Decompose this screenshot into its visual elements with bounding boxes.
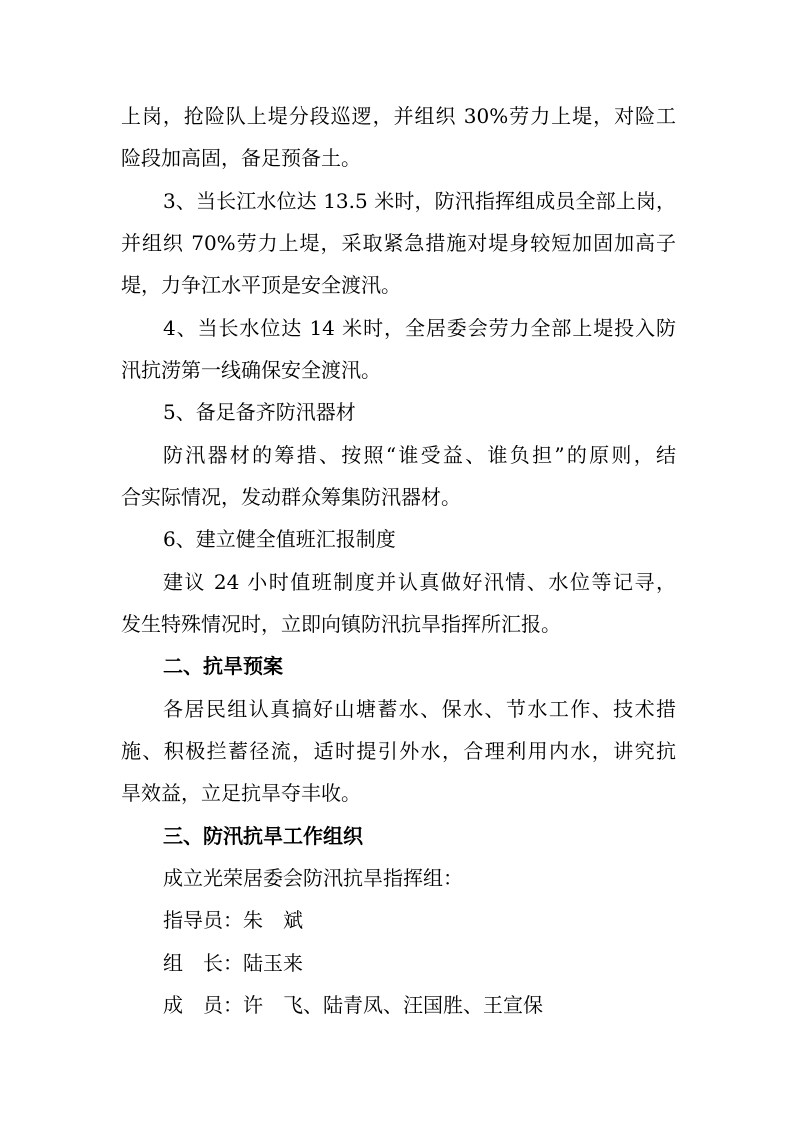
leader-line: 组 长：陆玉来 <box>163 951 303 975</box>
text-line: 合实际情况，发动群众筹集防汛器材。 <box>121 485 461 509</box>
text-line: 施、积极拦蓄径流，适时提引外水，合理利用内水，讲究抗 <box>121 739 676 763</box>
text-line: 成立光荣居委会防汛抗旱指挥组： <box>163 866 463 890</box>
text-line: 险段加高固，备足预备土。 <box>121 146 361 170</box>
chapter-heading-drought: 二、抗旱预案 <box>163 654 283 678</box>
members-line: 成 员：许 飞、陆青凤、汪国胜、王宣保 <box>163 993 543 1017</box>
text-line: 各居民组认真搞好山塘蓄水、保水、节水工作、技术措 <box>163 697 676 721</box>
text-line: 4、当长水位达 14 米时，全居委会劳力全部上堤投入防 <box>163 316 676 340</box>
text-line: 防汛器材的筹措、按照“谁受益、谁负担”的原则，结 <box>163 443 676 467</box>
text-line: 并组织 70%劳力上堤，采取紧急措施对堤身较短加固加高子 <box>121 231 676 255</box>
section-heading: 5、备足备齐防汛器材 <box>163 400 356 424</box>
text-line: 3、当长江水位达 13.5 米时，防汛指挥组成员全部上岗， <box>163 189 676 213</box>
instructor-line: 指导员：朱 斌 <box>163 908 303 932</box>
text-line: 上岗，抢险队上堤分段巡逻，并组织 30%劳力上堤，对险工 <box>121 104 676 128</box>
text-line: 汛抗涝第一线确保安全渡汛。 <box>121 358 381 382</box>
text-line: 发生特殊情况时，立即向镇防汛抗旱指挥所汇报。 <box>121 612 561 636</box>
text-line: 堤，力争江水平顶是安全渡汛。 <box>121 273 401 297</box>
text-line: 旱效益，立足抗旱夺丰收。 <box>121 781 361 805</box>
chapter-heading-organization: 三、防汛抗旱工作组织 <box>163 824 363 848</box>
section-heading: 6、建立健全值班汇报制度 <box>163 527 396 551</box>
text-line: 建议 24 小时值班制度并认真做好汛情、水位等记寻， <box>163 570 676 594</box>
